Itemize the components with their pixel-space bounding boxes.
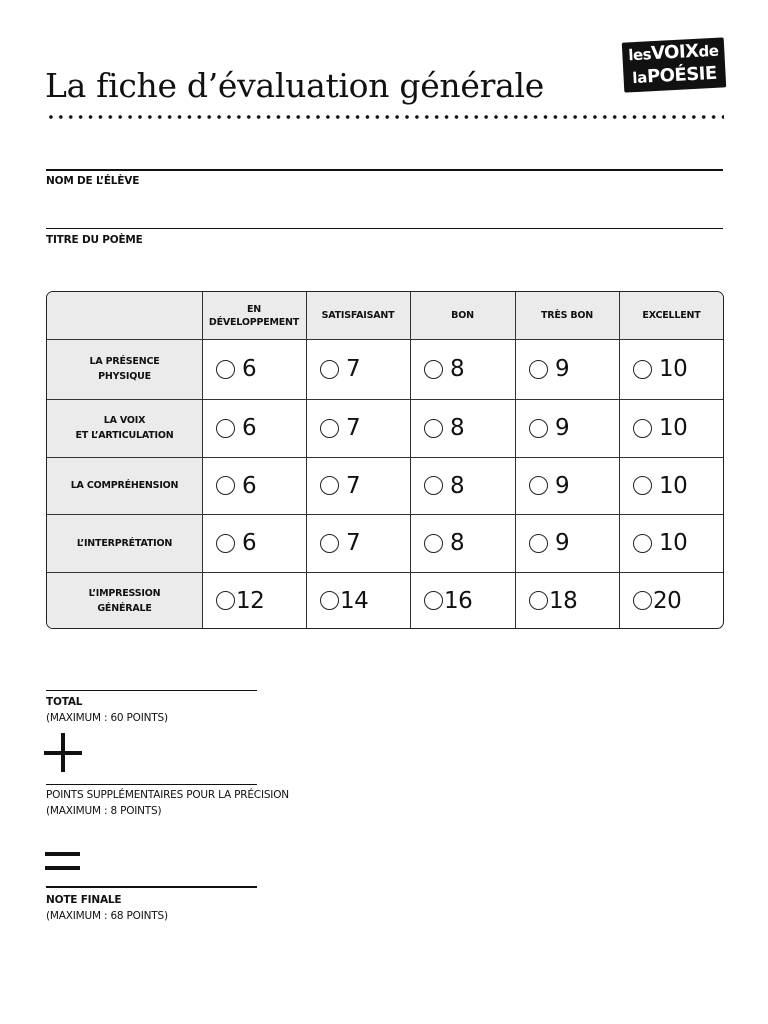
dotted-divider bbox=[46, 114, 724, 120]
grid-row-divider bbox=[47, 514, 723, 515]
radio-circle-icon[interactable] bbox=[633, 360, 652, 379]
radio-circle-icon[interactable] bbox=[216, 591, 235, 610]
score-value: 10 bbox=[659, 472, 688, 499]
score-value: 9 bbox=[555, 530, 570, 556]
radio-circle-icon[interactable] bbox=[320, 534, 339, 553]
column-header bbox=[202, 292, 306, 339]
row-label-line: GÉNÉRALE bbox=[97, 602, 152, 614]
score-value: 18 bbox=[549, 587, 578, 614]
final-score-label-block bbox=[46, 892, 168, 924]
extra-points-line[interactable] bbox=[46, 784, 257, 785]
radio-circle-icon[interactable] bbox=[320, 476, 339, 495]
score-option[interactable] bbox=[515, 572, 619, 629]
score-value: 10 bbox=[659, 356, 688, 382]
extra-points-label: POINTS SUPPLÉMENTAIRES POUR LA PRÉCISION bbox=[46, 789, 289, 801]
score-value: 6 bbox=[242, 472, 257, 499]
poem-title-line[interactable] bbox=[46, 228, 723, 229]
score-option[interactable] bbox=[515, 514, 619, 572]
row-label bbox=[47, 399, 202, 457]
total-max-note: (MAXIMUM : 60 POINTS) bbox=[46, 712, 168, 724]
radio-circle-icon[interactable] bbox=[216, 419, 235, 438]
grid-row-divider bbox=[47, 457, 723, 458]
column-header-label bbox=[451, 309, 474, 322]
score-option[interactable] bbox=[306, 399, 410, 457]
page-title: La fiche d’évaluation générale bbox=[45, 66, 544, 105]
row-label-line: LA VOIX bbox=[103, 415, 146, 426]
score-value: 7 bbox=[346, 472, 361, 499]
extra-points-label-block bbox=[46, 787, 289, 819]
score-option[interactable] bbox=[202, 399, 306, 457]
row-label-line: L’IMPRESSION bbox=[88, 587, 161, 599]
column-header-label bbox=[209, 303, 299, 329]
column-header-line: SATISFAISANT bbox=[321, 310, 395, 321]
score-value: 9 bbox=[555, 472, 570, 499]
evaluation-grid bbox=[46, 291, 724, 629]
final-score-line[interactable] bbox=[46, 886, 257, 888]
extra-points-max-note: (MAXIMUM : 8 POINTS) bbox=[46, 805, 162, 817]
poem-title-label: TITRE DU POÈME bbox=[46, 234, 143, 246]
column-header-label bbox=[541, 309, 593, 322]
radio-circle-icon[interactable] bbox=[320, 419, 339, 438]
row-label-text bbox=[77, 536, 172, 551]
radio-circle-icon[interactable] bbox=[424, 591, 443, 610]
radio-circle-icon[interactable] bbox=[529, 534, 548, 553]
column-header-line: TRÈS BON bbox=[540, 310, 594, 321]
radio-circle-icon[interactable] bbox=[529, 419, 548, 438]
grid-row-divider bbox=[47, 399, 723, 400]
logo-line-2: laPOÉSIE bbox=[631, 62, 718, 88]
column-header bbox=[619, 292, 724, 339]
radio-circle-icon[interactable] bbox=[424, 419, 443, 438]
total-line[interactable] bbox=[46, 690, 257, 691]
radio-circle-icon[interactable] bbox=[424, 534, 443, 553]
row-label bbox=[47, 572, 202, 629]
score-value: 7 bbox=[346, 356, 361, 382]
grid-column-divider bbox=[515, 292, 516, 628]
score-option[interactable] bbox=[619, 572, 724, 629]
row-label-text bbox=[75, 413, 173, 443]
column-header bbox=[515, 292, 619, 339]
column-header-line: DÉVELOPPEMENT bbox=[208, 316, 300, 328]
radio-circle-icon[interactable] bbox=[320, 591, 339, 610]
score-option[interactable] bbox=[306, 572, 410, 629]
equals-icon bbox=[45, 849, 81, 873]
column-header-label bbox=[642, 309, 700, 322]
score-value: 7 bbox=[346, 415, 361, 441]
column-header-line: EN bbox=[246, 303, 262, 315]
logo-line-1: lesVOIXde bbox=[627, 40, 719, 65]
radio-circle-icon[interactable] bbox=[633, 534, 652, 553]
plus-icon bbox=[44, 729, 84, 775]
score-value: 6 bbox=[242, 530, 257, 556]
row-label bbox=[47, 514, 202, 572]
column-header-line: BON bbox=[451, 310, 474, 321]
score-option[interactable] bbox=[619, 457, 724, 514]
student-name-line[interactable] bbox=[46, 169, 723, 171]
score-value: 16 bbox=[444, 587, 473, 614]
radio-circle-icon[interactable] bbox=[424, 360, 443, 379]
score-value: 8 bbox=[450, 415, 465, 441]
score-option[interactable] bbox=[410, 514, 515, 572]
score-option[interactable] bbox=[410, 339, 515, 399]
student-name-label: NOM DE L’ÉLÈVE bbox=[46, 175, 140, 187]
score-option[interactable] bbox=[306, 339, 410, 399]
score-option[interactable] bbox=[306, 457, 410, 514]
score-option[interactable] bbox=[619, 514, 724, 572]
score-value: 12 bbox=[236, 587, 265, 614]
grid-corner-cell bbox=[47, 292, 202, 339]
grid-column-divider bbox=[619, 292, 620, 628]
score-option[interactable] bbox=[410, 572, 515, 629]
score-value: 9 bbox=[555, 356, 570, 382]
radio-circle-icon[interactable] bbox=[424, 476, 443, 495]
score-value: 6 bbox=[242, 356, 257, 382]
column-header bbox=[410, 292, 515, 339]
column-header bbox=[306, 292, 410, 339]
grid-row-divider bbox=[47, 572, 723, 573]
score-option[interactable] bbox=[619, 399, 724, 457]
row-label bbox=[47, 339, 202, 399]
score-option[interactable] bbox=[202, 457, 306, 514]
score-option[interactable] bbox=[619, 339, 724, 399]
score-value: 8 bbox=[450, 530, 465, 556]
score-value: 6 bbox=[242, 415, 257, 441]
row-label-line: PHYSIQUE bbox=[98, 371, 151, 382]
grid-column-divider bbox=[306, 292, 307, 628]
score-value: 9 bbox=[555, 415, 570, 441]
grid-column-divider bbox=[410, 292, 411, 628]
grid-row-divider bbox=[47, 339, 723, 340]
radio-circle-icon[interactable] bbox=[633, 591, 652, 610]
total-label: TOTAL bbox=[46, 696, 83, 708]
radio-circle-icon[interactable] bbox=[320, 360, 339, 379]
les-voix-de-la-poesie-logo bbox=[622, 37, 726, 92]
column-header-line: EXCELLENT bbox=[642, 310, 701, 321]
row-label-text bbox=[71, 478, 179, 493]
grid-column-divider bbox=[202, 292, 203, 628]
score-option[interactable] bbox=[202, 572, 306, 629]
score-option[interactable] bbox=[202, 514, 306, 572]
score-value: 8 bbox=[450, 472, 465, 499]
score-option[interactable] bbox=[515, 399, 619, 457]
score-option[interactable] bbox=[306, 514, 410, 572]
radio-circle-icon[interactable] bbox=[529, 591, 548, 610]
final-score-max-note: (MAXIMUM : 68 POINTS) bbox=[46, 910, 168, 922]
row-label-line: LA COMPRÉHENSION bbox=[70, 480, 179, 491]
row-label-line: LA PRÉSENCE bbox=[89, 356, 160, 367]
radio-circle-icon[interactable] bbox=[529, 476, 548, 495]
score-option[interactable] bbox=[515, 339, 619, 399]
score-value: 10 bbox=[659, 530, 688, 556]
score-value: 7 bbox=[346, 530, 361, 556]
score-value: 20 bbox=[653, 587, 682, 614]
radio-circle-icon[interactable] bbox=[216, 476, 235, 495]
radio-circle-icon[interactable] bbox=[633, 476, 652, 495]
row-label bbox=[47, 457, 202, 514]
radio-circle-icon[interactable] bbox=[216, 360, 235, 379]
radio-circle-icon[interactable] bbox=[529, 360, 548, 379]
row-label-line: L’INTERPRÉTATION bbox=[76, 537, 173, 549]
score-option[interactable] bbox=[202, 339, 306, 399]
score-value: 8 bbox=[450, 356, 465, 382]
row-label-text bbox=[89, 586, 161, 616]
total-label-block bbox=[46, 694, 168, 726]
column-header-label bbox=[322, 309, 395, 322]
row-label-text bbox=[89, 354, 159, 384]
score-option[interactable] bbox=[515, 457, 619, 514]
score-value: 14 bbox=[340, 587, 369, 614]
row-label-line: ET L’ARTICULATION bbox=[75, 430, 174, 441]
radio-circle-icon[interactable] bbox=[216, 534, 235, 553]
score-option[interactable] bbox=[410, 457, 515, 514]
radio-circle-icon[interactable] bbox=[633, 419, 652, 438]
final-score-label: NOTE FINALE bbox=[46, 894, 122, 906]
score-option[interactable] bbox=[410, 399, 515, 457]
score-value: 10 bbox=[659, 415, 688, 441]
